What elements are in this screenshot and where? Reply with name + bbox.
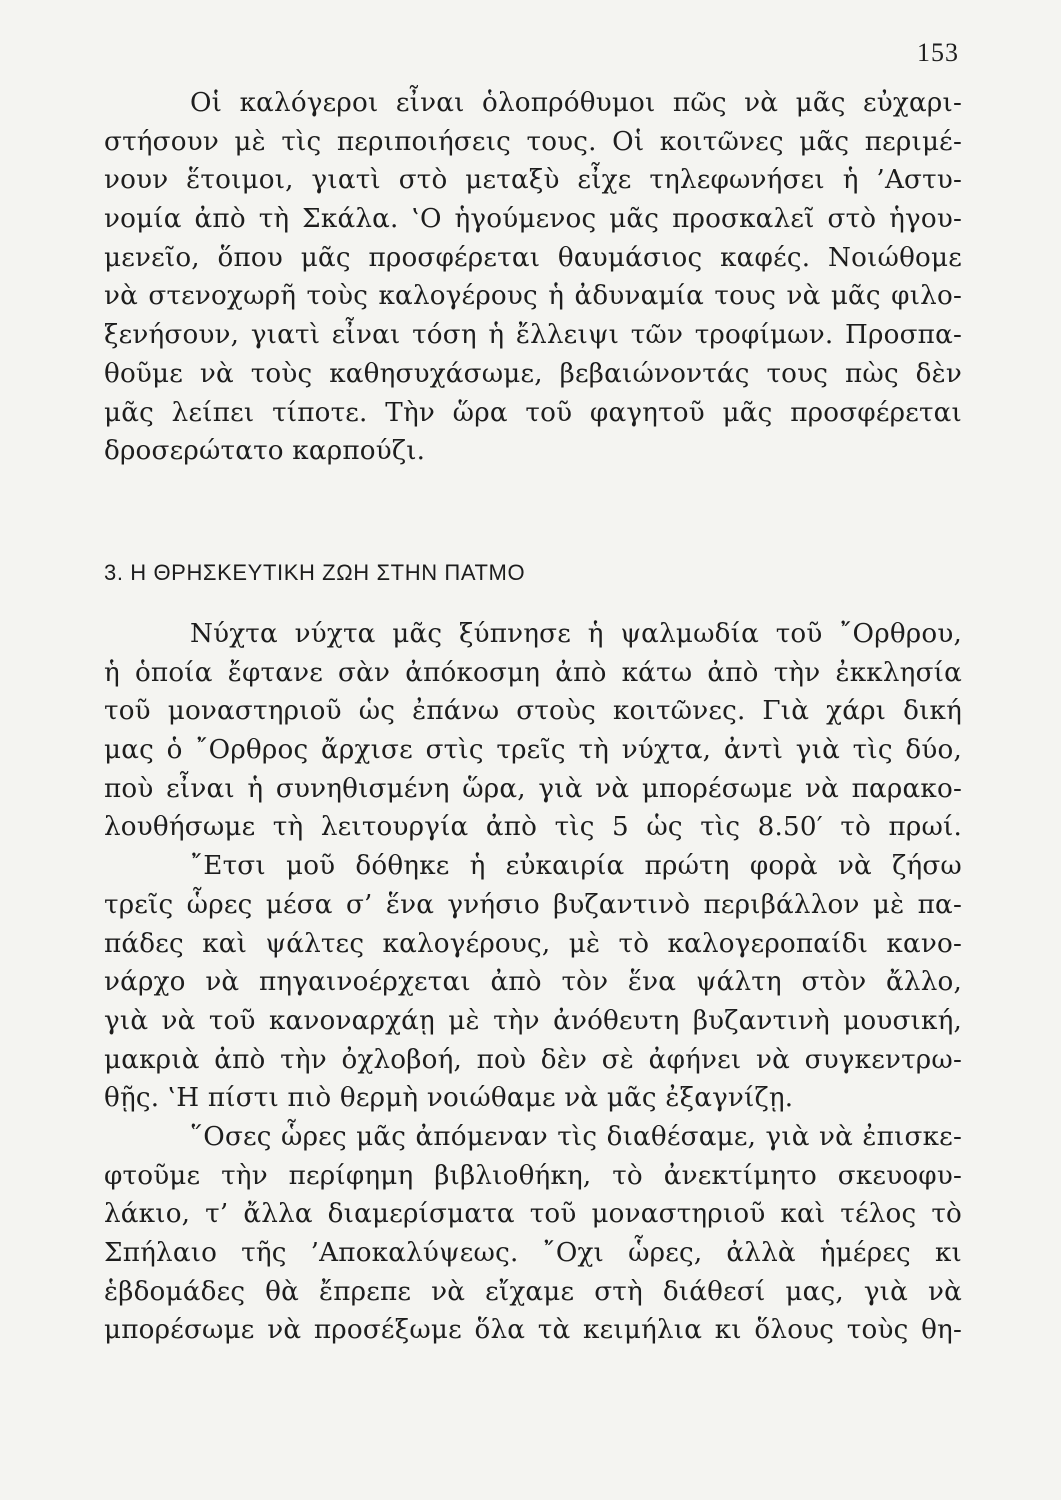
text-line: Σπήλαιο τῆς ’Αποκαλύψεως. ῎Οχι ὧρες, ἀλλὰ ἡμέρες κι [104, 1238, 962, 1268]
text-line: νάρχο νὰ πηγαινοέρχεται ἀπὸ τὸν ἕνα ψάλτη στὸν ἄλλο, [104, 967, 962, 998]
text-line: ἡ ὁποία ἔφτανε σὰν ἀπόκοσμη ἀπὸ κάτω ἀπὸ τὴν ἐκκλησία [104, 657, 962, 688]
text-line: τοῦ μοναστηριοῦ ὡς ἐπάνω στοὺς κοιτῶνες. Γιὰ χάρι δική [104, 696, 962, 727]
text-line: ξενήσουν, γιατὶ εἶναι τόση ἡ ἔλλειψι τῶν τροφίμων. Προσπα- [104, 320, 962, 351]
text-line: νουν ἕτοιμοι, γιατὶ στὸ μεταξὺ εἶχε τηλεφωνήσει ἡ ’Αστυ- [104, 165, 962, 196]
text-line: φτοῦμε τὴν περίφημη βιβλιοθήκη, τὸ ἀνεκτίμητο σκευοφυ- [104, 1160, 962, 1191]
text-line: πάδες καὶ ψάλτες καλογέρους, μὲ τὸ καλογεροπαίδι κανο- [104, 928, 962, 959]
text-line: νὰ στενοχωρῆ τοὺς καλογέρους ἡ ἀδυναμία τους νὰ μᾶς φιλο- [104, 281, 962, 312]
text-line: νομία ἀπὸ τὴ Σκάλα. ‛Ο ἡγούμενος μᾶς προσκαλεῖ στὸ ἡγου- [104, 204, 962, 235]
text-line: ἑβδομάδες θὰ ἔπρεπε νὰ εἴχαμε στὴ διάθεσί μας, γιὰ νὰ [104, 1276, 962, 1307]
text-line: ποὺ εἶναι ἡ συνηθισμένη ὥρα, γιὰ νὰ μπορέσωμε νὰ παρακο- [104, 773, 962, 804]
text-line: ῎Ετσι μοῦ δόθηκε ἡ εὐκαιρία πρώτη φορὰ νὰ ζήσω [190, 851, 962, 882]
text-line: μπορέσωμε νὰ προσέξωμε ὅλα τὰ κειμήλια κι ὅλους τοὺς θη- [104, 1315, 962, 1346]
text-line: λουθήσωμε τὴ λειτουργία ἀπὸ τὶς 5 ὡς τὶς 8.50′ τὸ πρωί. [104, 812, 962, 843]
intro-paragraph [104, 84, 962, 471]
text-line: θῇς. ‛Η πίστι πιὸ θερμὴ νοιώθαμε νὰ μᾶς ἐξαγνίζῃ. [104, 1083, 794, 1114]
text-line: γιὰ νὰ τοῦ κανοναρχάῃ μὲ τὴν ἀνόθευτη βυζαντινὴ μουσική, [104, 1005, 962, 1036]
page-number: 153 [917, 38, 959, 67]
text-line: μᾶς λείπει τίποτε. Τὴν ὥρα τοῦ φαγητοῦ μᾶς προσφέρεται [104, 397, 962, 428]
section-heading: 3. Η ΘΡΗΣΚΕΥΤΙΚΗ ΖΩΗ ΣΤΗΝ ΠΑΤΜΟ [104, 560, 526, 585]
text-line: τρεῖς ὧρες μέσα σ’ ἕνα γνήσιο βυζαντινὸ περιβάλλον μὲ πα- [104, 889, 962, 920]
text-line: δροσερώτατο καρπούζι. [104, 436, 426, 467]
text-line: μακριὰ ἀπὸ τὴν ὀχλοβοή, ποὺ δὲν σὲ ἀφήνει νὰ συγκεντρω- [104, 1044, 962, 1075]
text-line: ῞Οσες ὧρες μᾶς ἀπόμεναν τὶς διαθέσαμε, γιὰ νὰ ἐπισκε- [190, 1121, 962, 1152]
text-line: μενεῖο, ὅπου μᾶς προσφέρεται θαυμάσιος καφές. Νοιώθομε [104, 242, 962, 273]
section-paragraphs [104, 615, 962, 1350]
text-line: θοῦμε νὰ τοὺς καθησυχάσωμε, βεβαιώνοντάς τους πὼς δὲν [104, 358, 962, 389]
text-line: Νύχτα νύχτα μᾶς ξύπνησε ἡ ψαλμωδία τοῦ ῎Ορθρου, [190, 619, 962, 649]
text-line: Οἱ καλόγεροι εἶναι ὁλοπρόθυμοι πῶς νὰ μᾶς εὐχαρι- [190, 88, 962, 118]
text-line: στήσουν μὲ τὶς περιποιήσεις τους. Οἱ κοιτῶνες μᾶς περιμέ- [104, 126, 962, 157]
text-line: μας ὁ ῎Ορθρος ἄρχισε στὶς τρεῖς τὴ νύχτα, ἀντὶ γιὰ τὶς δύο, [104, 735, 962, 766]
text-line: λάκιο, τ’ ἄλλα διαμερίσματα τοῦ μοναστηριοῦ καὶ τέλος τὸ [104, 1199, 962, 1230]
